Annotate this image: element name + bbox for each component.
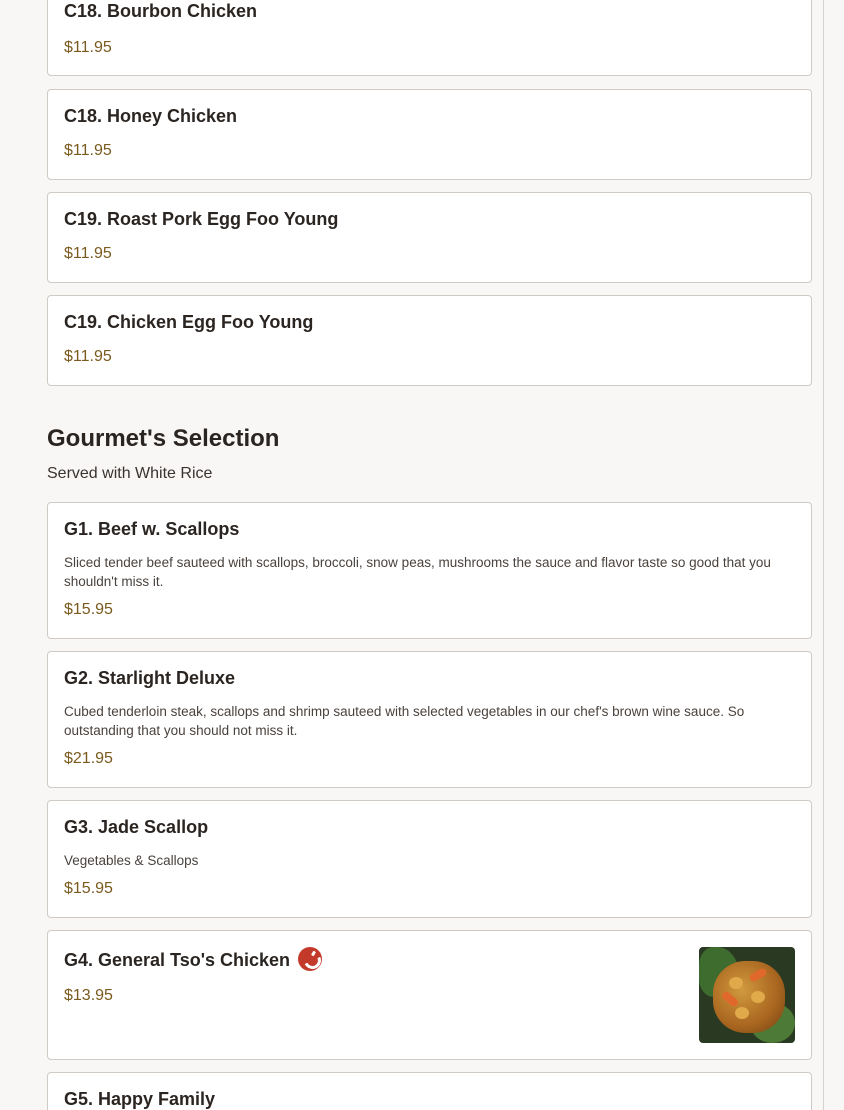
item-description: Sliced tender beef sauteed with scallops, broccoli, snow peas, mushrooms the sauce and flavor taste so good that you shouldn't miss it. [64, 555, 771, 589]
item-price: $21.95 [64, 750, 113, 767]
menu-item-card[interactable] [47, 651, 812, 788]
menu-item-card[interactable] [47, 800, 812, 918]
menu-item-card[interactable] [47, 295, 812, 386]
item-name: G1. Beef w. Scallops [64, 519, 240, 539]
menu-item-card[interactable] [47, 89, 812, 180]
section-title: Gourmet's Selection [47, 425, 280, 452]
menu-item-card[interactable] [47, 502, 812, 639]
item-price: $11.95 [64, 245, 112, 262]
item-name: G3. Jade Scallop [64, 817, 209, 837]
menu-item-card[interactable] [47, 1072, 812, 1110]
item-photo[interactable] [699, 947, 795, 1043]
menu-item-card[interactable] [47, 930, 812, 1060]
item-price: $15.95 [64, 880, 113, 897]
item-price: $11.95 [64, 348, 112, 365]
item-name: C19. Roast Pork Egg Foo Young [64, 209, 339, 229]
item-description: Cubed tenderloin steak, scallops and shrimp sauteed with selected vegetables in our chef's brown wine sauce. So outstanding that you should not miss it. [64, 704, 745, 738]
item-description: Vegetables & Scallops [64, 853, 199, 868]
menu-item-card[interactable] [47, 192, 812, 283]
item-name: C18. Bourbon Chicken [64, 1, 258, 21]
item-name-row [64, 947, 322, 971]
item-name: C18. Honey Chicken [64, 106, 238, 126]
section-subtitle: Served with White Rice [47, 465, 213, 482]
item-name: G2. Starlight Deluxe [64, 668, 236, 688]
item-name: G5. Happy Family [64, 1089, 216, 1109]
item-price: $15.95 [64, 601, 113, 618]
menu-item-card[interactable] [47, 0, 812, 76]
item-price: $11.95 [64, 39, 112, 56]
item-price: $11.95 [64, 142, 112, 159]
item-name: C19. Chicken Egg Foo Young [64, 312, 314, 332]
scroll-edge-divider [823, 0, 824, 1110]
item-name: G4. General Tso's Chicken [64, 950, 291, 970]
item-price: $13.95 [64, 987, 113, 1004]
chili-pepper-icon [298, 947, 322, 971]
